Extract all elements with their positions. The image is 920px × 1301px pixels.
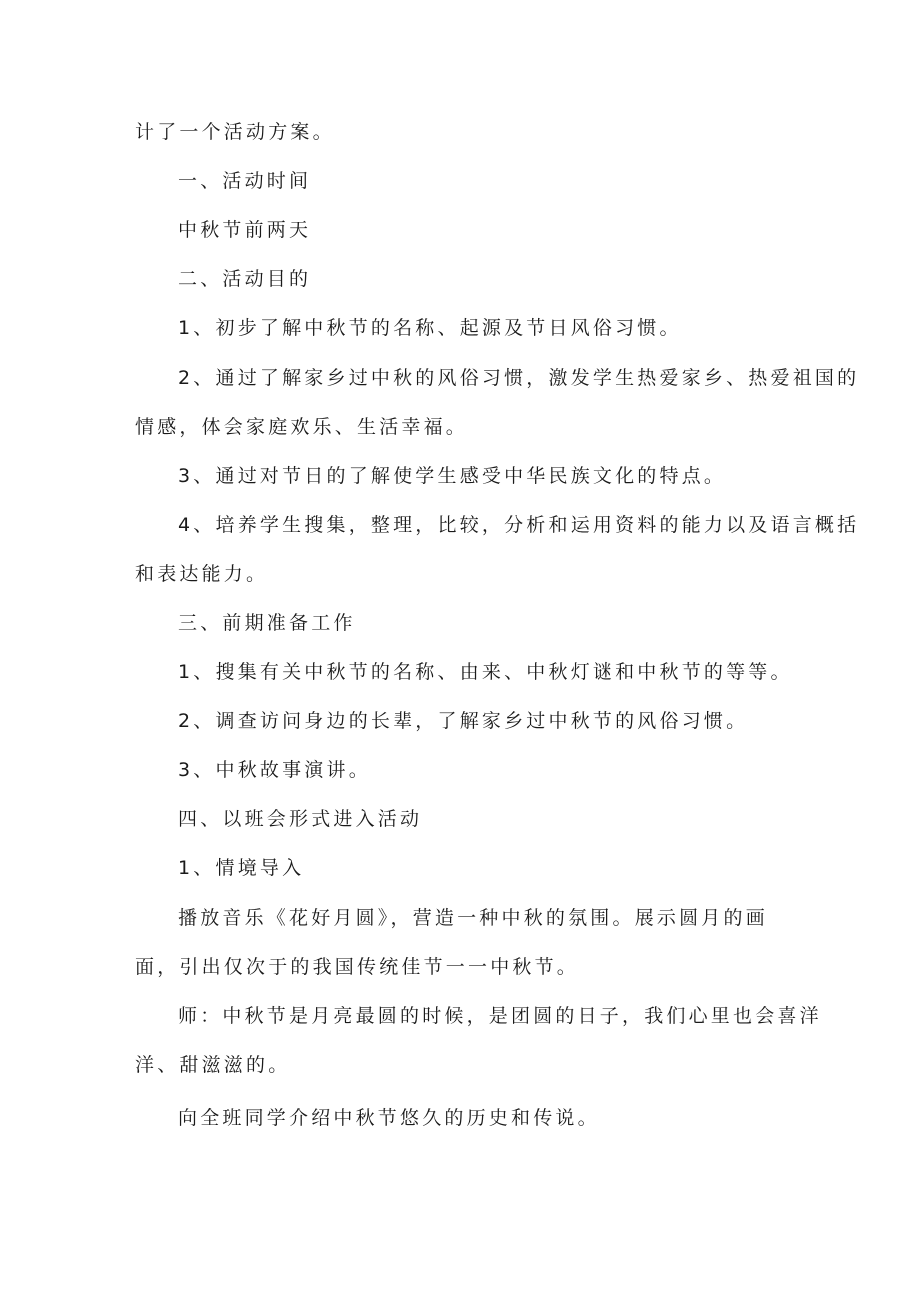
text-line-purpose-1: 1、初步了解中秋节的名称、起源及节日风俗习惯。 — [178, 317, 682, 339]
text-line-purpose-2: 2、通过了解家乡过中秋的风俗习惯，激发学生热爱家乡、热爱祖国的 — [178, 367, 860, 389]
section-heading-purpose: 二、活动目的 — [178, 268, 312, 290]
text-line-time: 中秋节前两天 — [178, 219, 312, 241]
section-heading-time: 一、活动时间 — [178, 170, 312, 192]
text-line-purpose-4-cont: 和表达能力。 — [135, 563, 269, 585]
text-line-preparation-2: 2、调查访问身边的长辈，了解家乡过中秋节的风俗习惯。 — [178, 710, 749, 732]
section-heading-preparation: 三、前期准备工作 — [178, 612, 356, 634]
text-line-preparation-1: 1、搜集有关中秋节的名称、由来、中秋灯谜和中秋节的等等。 — [178, 661, 793, 683]
text-line-music-cont: 面，引出仅次于的我国传统佳节一一中秋节。 — [135, 956, 580, 978]
text-line-purpose-3: 3、通过对节日的了解使学生感受中华民族文化的特点。 — [178, 465, 727, 487]
text-line-introduce: 向全班同学介绍中秋节悠久的历史和传说。 — [178, 1107, 600, 1129]
text-line-teacher-cont: 洋、甜滋滋的。 — [135, 1054, 291, 1076]
text-line-activity-1: 1、情境导入 — [178, 857, 305, 879]
text-line-music: 播放音乐《花好月圆》，营造一种中秋的氛围。展示圆月的画 — [178, 907, 768, 929]
text-line-teacher: 师：中秋节是月亮最圆的时候，是团圆的日子，我们心里也会喜洋 — [178, 1005, 822, 1027]
text-line-continuation: 计了一个活动方案。 — [135, 121, 335, 143]
text-line-preparation-3: 3、中秋故事演讲。 — [178, 759, 371, 781]
text-line-purpose-4: 4、培养学生搜集，整理，比较，分析和运用资料的能力以及语言概括 — [178, 514, 860, 536]
text-line-purpose-2-cont: 情感，体会家庭欢乐、生活幸福。 — [135, 416, 469, 438]
section-heading-activity: 四、以班会形式进入活动 — [178, 808, 423, 830]
